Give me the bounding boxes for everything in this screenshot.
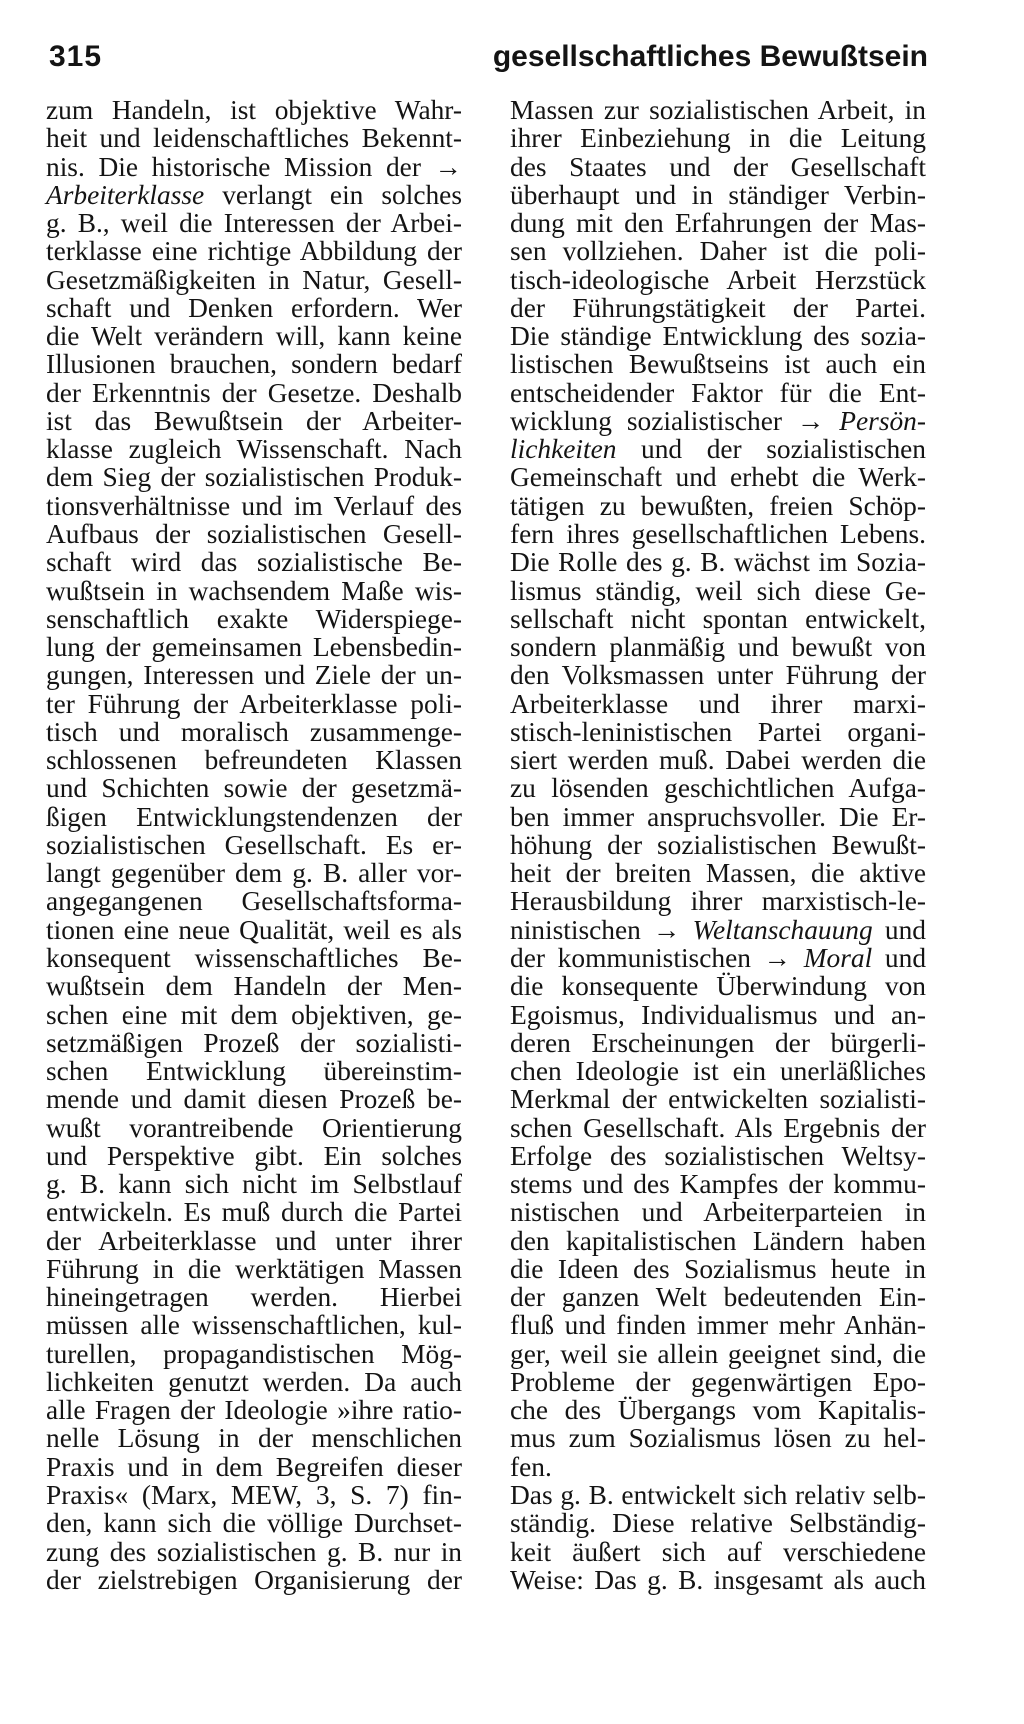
text-line: die Welt verändern will, kann keine [46,321,462,352]
text-line: Herausbildung ihrer marxistisch-le- [510,886,926,917]
text-line: fluß und finden immer mehr Anhän- [510,1310,926,1341]
text-line: Das g. B. entwickelt sich relativ selb- [510,1480,926,1511]
text-line: dung mit den Erfahrungen der Mas- [510,208,926,239]
text-line [46,181,462,209]
text-line: hineingetragen werden. Hierbei [46,1282,462,1313]
running-head: gesellschaftliches Bewußtsein [492,40,928,73]
text-line: schaft und Denken erfordern. Wer [46,292,462,323]
text-line: tisch-ideologische Arbeit Herzstück [510,264,926,295]
text-line: schen eine mit dem objektiven, ge- [46,999,462,1030]
text-line: der Erkenntnis der Gesetze. Deshalb [46,377,462,408]
text-line: Weise: Das g. B. insgesamt als auch [510,1564,926,1595]
line-text: und [872,942,927,973]
text-line: schen Entwicklung übereinstim- [46,1056,462,1087]
text-line: wußt vorantreibende Orientierung [46,1112,462,1143]
text-line: tionen eine neue Qualität, weil es als [46,914,462,945]
text-line: sozialistischen Gesellschaft. Es er- [46,829,462,860]
text-line: müssen alle wissenschaftlichen, kul- [46,1310,462,1341]
line-text: ninistischen → [510,914,693,945]
line-text: wicklung sozialistischer → [510,405,840,436]
text-line: ben immer anspruchsvoller. Die Er- [510,801,926,832]
text-line: ihrer Einbeziehung in die Leitung [510,123,926,154]
text-line: tätigen zu bewußten, freien Schöp- [510,490,926,521]
text-line: schaft wird das sozialistische Be- [46,547,462,578]
text-line: Gemeinschaft und erhebt die Werk- [510,462,926,493]
line-text: und [872,914,926,945]
text-line: nistischen und Arbeiterparteien in [510,1197,926,1228]
text-line: chen Ideologie ist ein unerläßliches [510,1056,926,1087]
text-line: Aufbaus der sozialistischen Gesell- [46,518,462,549]
text-line: keit äußert sich auf verschiedene [510,1536,926,1567]
text-line: entwickeln. Es muß durch die Partei [46,1197,462,1228]
text-line: siert werden muß. Dabei werden die [510,745,926,776]
text-line: des Staates und der Gesellschaft [510,151,926,182]
text-line: höhung der sozialistischen Bewußt- [510,829,926,860]
line-text: verlangt ein solches [204,179,462,210]
text-line: dem Sieg der sozialistischen Produk- [46,462,462,493]
text-line: sen vollziehen. Daher ist die poli- [510,236,926,267]
text-line: langt gegenüber dem g. B. aller vor- [46,858,462,889]
text-line: wußtsein dem Handeln der Men- [46,971,462,1002]
text-line: gungen, Interessen und Ziele der un- [46,660,462,691]
text-line: mus zum Sozialismus lösen zu hel- [510,1423,926,1454]
text-line: stisch-leninistischen Partei organi- [510,716,926,747]
text-line: wußtsein in wachsendem Maße wis- [46,575,462,606]
text-line: stems und des Kampfes der kommu- [510,1169,926,1200]
text-line: sellschaft nicht spontan entwickelt, [510,603,926,634]
text-line: den, kann sich die völlige Durchset- [46,1508,462,1539]
text-line: Erfolge des sozialistischen Weltsy- [510,1140,926,1171]
text-line: setzmäßigen Prozeß der sozialisti- [46,1027,462,1058]
line-text: der kommunistischen → [510,942,804,973]
text-line: nelle Lösung in der menschlichen [46,1423,462,1454]
text-line: den Volksmassen unter Führung der [510,660,926,691]
text-line: zu lösenden geschichtlichen Aufga- [510,773,926,804]
cross-reference-term: Arbeiterklasse [46,179,205,210]
text-line: zum Handeln, ist objektive Wahr- [46,95,462,125]
text-line: schlossenen befreundeten Klassen [46,745,462,776]
cross-reference-term: lichkeiten [510,434,617,465]
text-line: Praxis« (Marx, MEW, 3, S. 7) fin- [46,1480,462,1511]
text-line: konsequent wissenschaftliches Be- [46,942,462,973]
text-line: senschaftlich exakte Widerspiege- [46,603,462,634]
text-line: den kapitalistischen Ländern haben [510,1225,926,1256]
text-line: heit der breiten Massen, die aktive [510,858,926,889]
cross-reference-term: Moral [803,942,873,973]
text-column-right [510,96,926,1594]
text-line: g. B. kann sich nicht im Selbstlauf [46,1169,462,1200]
text-line: ter Führung der Arbeiterklasse poli- [46,688,462,719]
text-line: nis. Die historische Mission der → [46,151,462,182]
text-line: turellen, propagandistischen Mög- [46,1338,462,1369]
text-line: ßigen Entwicklungstendenzen der [46,801,462,832]
text-line: schen Gesellschaft. Als Ergebnis der [510,1112,926,1143]
text-line: deren Erscheinungen der bürgerli- [510,1027,926,1058]
text-line: heit und leidenschaftliches Bekennt- [46,123,462,154]
text-line: zung des sozialistischen g. B. nur in [46,1536,462,1567]
page-number: 315 [49,40,103,73]
text-line: ständig. Diese relative Selbständig- [510,1508,926,1539]
text-line: Illusionen brauchen, sondern bedarf [46,349,462,380]
text-line: che des Übergangs vom Kapitalis- [510,1395,926,1426]
text-line: der zielstrebigen Organisierung der [46,1564,462,1595]
text-line [510,407,926,435]
text-line: Praxis und in dem Begreifen dieser [46,1451,462,1482]
text-line: der Arbeiterklasse und unter ihrer [46,1225,462,1256]
text-line: lichkeiten genutzt werden. Da auch [46,1366,462,1397]
text-line: ist das Bewußtsein der Arbeiter- [46,405,462,436]
text-line: lung der gemeinsamen Lebensbedin- [46,632,462,663]
text-line: fern ihres gesellschaftlichen Lebens. [510,518,926,549]
text-line [510,944,926,972]
text-line: fen. [510,1451,552,1482]
text-line: klasse zugleich Wissenschaft. Nach [46,434,462,465]
text-line: mende und damit diesen Prozeß be- [46,1084,462,1115]
text-line [510,435,926,463]
text-line: Massen zur sozialistischen Arbeit, in [510,95,926,125]
text-line: terklasse eine richtige Abbildung der [46,236,462,267]
text-line: Merkmal der entwickelten sozialisti- [510,1084,926,1115]
text-line: der ganzen Welt bedeutenden Ein- [510,1282,926,1313]
text-line: listischen Bewußtseins ist auch ein [510,349,926,380]
text-line: und Schichten sowie der gesetzmä- [46,773,462,804]
text-line [510,916,926,944]
text-line: Probleme der gegenwärtigen Epo- [510,1366,926,1397]
text-line: Die ständige Entwicklung des sozia- [510,321,926,352]
cross-reference-term: Weltanschauung [692,914,873,945]
text-line: die Ideen des Sozialismus heute in [510,1253,926,1284]
text-line: lismus ständig, weil sich diese Ge- [510,575,926,606]
text-line: die konsequente Überwindung von [510,971,926,1002]
text-line: der Führungstätigkeit der Partei. [510,292,926,323]
text-column-left [46,96,462,1594]
text-line: angegangenen Gesellschaftsforma- [46,886,462,917]
text-line: überhaupt und in ständiger Verbin- [510,179,926,210]
text-line: Gesetzmäßigkeiten in Natur, Gesell- [46,264,462,295]
text-line: tionsverhältnisse und im Verlauf des [46,490,462,521]
text-line: und Perspektive gibt. Ein solches [46,1140,462,1171]
line-text: und der sozialistischen [616,434,926,465]
cross-reference-term: Persön- [839,405,926,436]
text-line: alle Fragen der Ideologie »ihre ratio- [46,1395,462,1426]
text-line: Führung in die werktätigen Massen [46,1253,462,1284]
text-line: g. B., weil die Interessen der Arbei- [46,208,462,239]
text-line: ger, weil sie allein geeignet sind, die [510,1338,926,1369]
text-line: sondern planmäßig und bewußt von [510,632,926,663]
text-line: Die Rolle des g. B. wächst im Sozia- [510,547,926,578]
text-line: tisch und moralisch zusammenge- [46,716,462,747]
text-line: Arbeiterklasse und ihrer marxi- [510,688,926,719]
text-line: Egoismus, Individualismus und an- [510,999,926,1030]
text-line: entscheidender Faktor für die Ent- [510,377,926,408]
